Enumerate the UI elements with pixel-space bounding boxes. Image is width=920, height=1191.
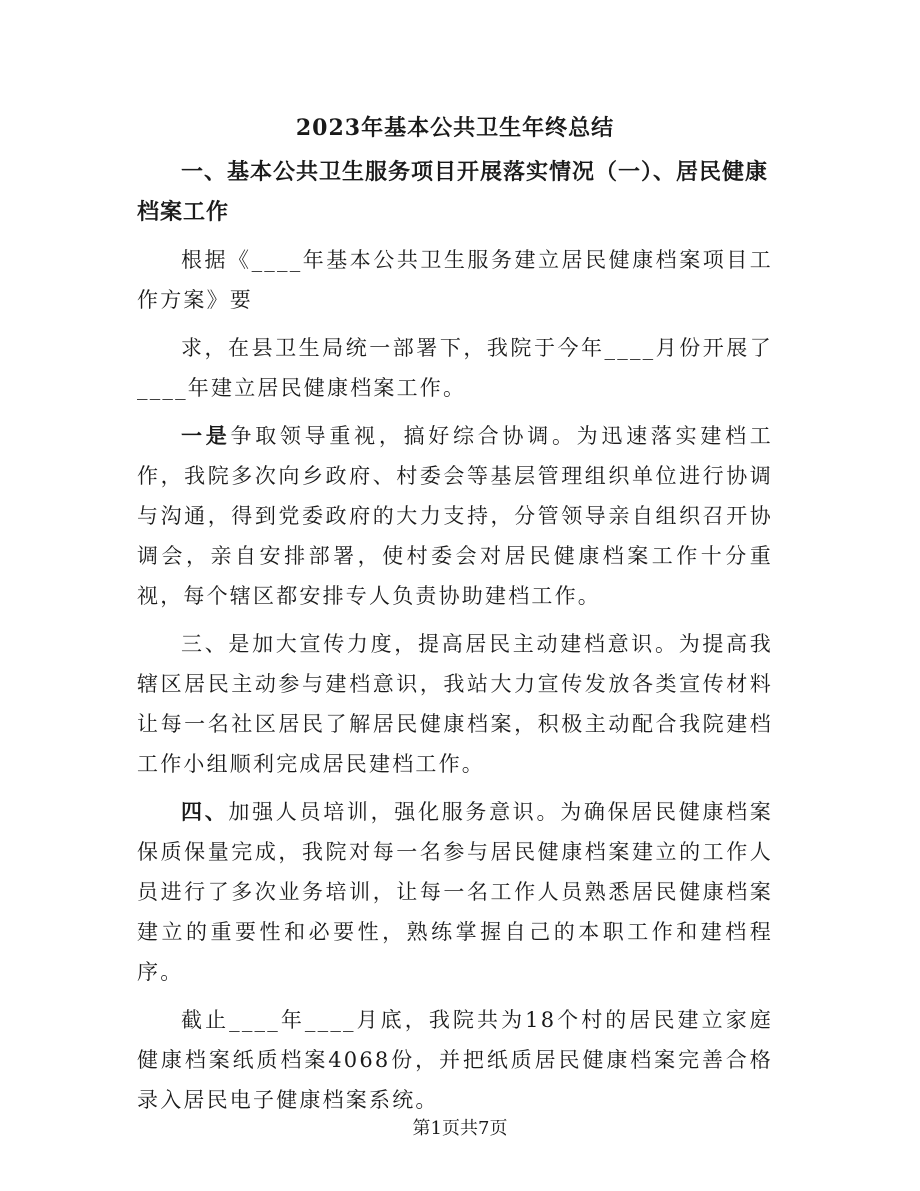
page-indicator: 第1页共7页: [412, 1118, 508, 1139]
section-heading: 一、基本公共卫生服务项目开展落实情况（一）、居民健康档案工作: [137, 159, 769, 225]
paragraph-lead: 四、: [181, 799, 229, 824]
paragraph-text: 截止____年____月底，我院共为18个村的居民建立家庭健康档案纸质档案4068份，并把纸质居民健康档案完善合格录入居民电子健康档案系统。: [137, 1008, 773, 1112]
paragraph-text: 争取领导重视，搞好综合协调。为迅速落实建档工作，我院多次向乡政府、村委会等基层管理组织单位进行协调与沟通，得到党委政府的大力支持，分管领导亲自组织召开协调会，亲自安排部署，使村委会对居民健康档案工作十分重视，每个辖区都安排专人负责协助建档工作。: [137, 424, 773, 608]
paragraph-6: [137, 1000, 773, 1120]
paragraph-text: 三、是加大宣传力度，提高居民主动建档意识。为提高我辖区居民主动参与建档意识，我站大力宣传发放各类宣传材料让每一名社区居民了解居民健康档案，积极主动配合我院建档工作小组顺利完成居民建档工作。: [137, 632, 773, 776]
paragraph-2: [137, 328, 773, 408]
paragraph-3: [137, 416, 773, 616]
paragraph-1: [137, 240, 773, 320]
document-title: 2023年基本公共卫生年终总结: [295, 115, 615, 141]
page-footer: [0, 1114, 920, 1144]
paragraph-text: 加强人员培训，强化服务意识。为确保居民健康档案保质保量完成，我院对每一名参与居民健康档案建立的工作人员进行了多次业务培训，让每一名工作人员熟悉居民健康档案建立的重要性和必要性，熟练掌握自己的本职工作和建档程序。: [137, 800, 773, 984]
paragraph-text: 求，在县卫生局统一部署下，我院于今年____月份开展了____年建立居民健康档案工作。: [137, 336, 773, 400]
paragraph-lead: 一是: [181, 423, 231, 448]
paragraph-text: 根据《____年基本公共卫生服务建立居民健康档案项目工作方案》要: [137, 248, 773, 312]
paragraph-4: [137, 624, 773, 784]
document-page: [137, 108, 773, 1128]
paragraph-5: [137, 792, 773, 992]
